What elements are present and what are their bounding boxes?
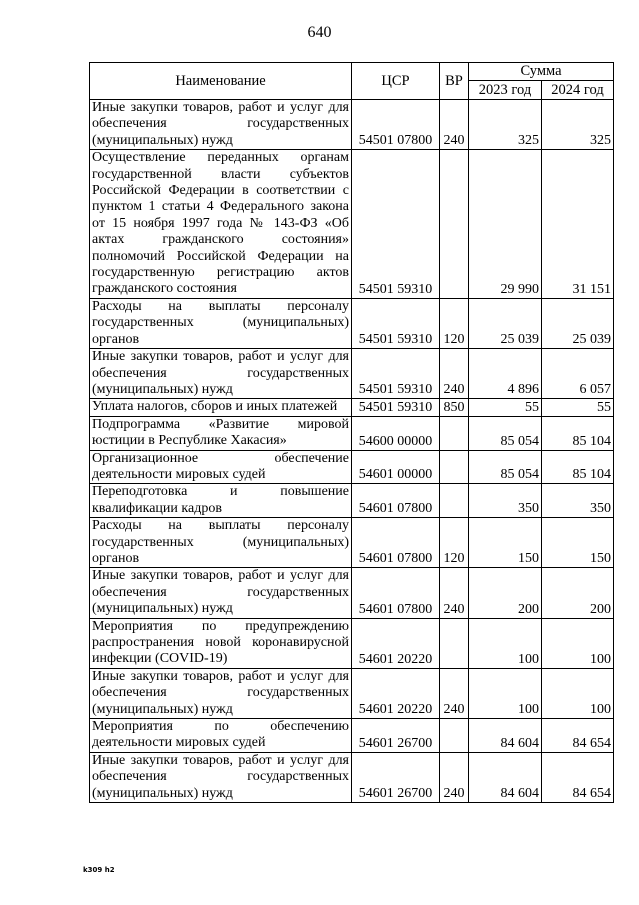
- table-row: [90, 450, 614, 484]
- cell-2023: 55: [469, 399, 542, 416]
- cell-csr: 54601 07800: [352, 568, 440, 618]
- cell-vr: 240: [440, 752, 469, 802]
- cell-name: Мероприятия по предупреждению распространения новой коронавирусной инфекции (COVID-19): [90, 618, 352, 668]
- cell-vr: [440, 150, 469, 299]
- cell-2024: 84 654: [542, 719, 614, 753]
- cell-2024: 100: [542, 668, 614, 718]
- cell-2023: 29 990: [469, 150, 542, 299]
- budget-table: [89, 62, 614, 803]
- cell-2023: 84 604: [469, 752, 542, 802]
- header-sum: Сумма: [469, 63, 614, 81]
- cell-2023: 84 604: [469, 719, 542, 753]
- cell-csr: 54501 59310: [352, 349, 440, 399]
- cell-name: Иные закупки товаров, работ и услуг для обеспечения государственных (муниципальных) нужд: [90, 752, 352, 802]
- cell-csr: 54601 07800: [352, 484, 440, 518]
- cell-vr: [440, 450, 469, 484]
- cell-name: Переподготовка и повышение квалификации кадров: [90, 484, 352, 518]
- cell-2023: 100: [469, 668, 542, 718]
- cell-name: Расходы на выплаты персоналу государственных (муниципальных) органов: [90, 518, 352, 568]
- cell-csr: 54501 59310: [352, 399, 440, 416]
- cell-name: Организационное обеспечение деятельности мировых судей: [90, 450, 352, 484]
- cell-name: Иные закупки товаров, работ и услуг для обеспечения государственных (муниципальных) нужд: [90, 568, 352, 618]
- cell-vr: 850: [440, 399, 469, 416]
- cell-2024: 84 654: [542, 752, 614, 802]
- cell-csr: 54601 00000: [352, 450, 440, 484]
- cell-2023: 85 054: [469, 450, 542, 484]
- cell-csr: 54501 59310: [352, 150, 440, 299]
- cell-csr: 54601 07800: [352, 518, 440, 568]
- cell-csr: 54501 07800: [352, 100, 440, 150]
- cell-2023: 200: [469, 568, 542, 618]
- table-body: [90, 100, 614, 803]
- cell-2024: 31 151: [542, 150, 614, 299]
- cell-2024: 85 104: [542, 450, 614, 484]
- header-year-2024: 2024 год: [542, 81, 614, 100]
- header-year-2023: 2023 год: [469, 81, 542, 100]
- cell-2024: 6 057: [542, 349, 614, 399]
- cell-vr: [440, 484, 469, 518]
- cell-2023: 25 039: [469, 298, 542, 348]
- table-row: [90, 719, 614, 753]
- cell-2024: 55: [542, 399, 614, 416]
- cell-2023: 325: [469, 100, 542, 150]
- table-row: [90, 752, 614, 802]
- cell-vr: 240: [440, 100, 469, 150]
- cell-name: Уплата налогов, сборов и иных платежей: [90, 399, 352, 416]
- cell-2023: 85 054: [469, 416, 542, 450]
- cell-vr: 240: [440, 568, 469, 618]
- cell-2023: 150: [469, 518, 542, 568]
- footer-code: k309 h2: [83, 866, 115, 874]
- table-row: [90, 416, 614, 450]
- cell-name: Расходы на выплаты персоналу государственных (муниципальных) органов: [90, 298, 352, 348]
- cell-name: Иные закупки товаров, работ и услуг для обеспечения государственных (муниципальных) нужд: [90, 349, 352, 399]
- cell-vr: [440, 719, 469, 753]
- cell-2024: 200: [542, 568, 614, 618]
- cell-vr: 240: [440, 349, 469, 399]
- page-number: 640: [307, 24, 332, 41]
- cell-csr: 54601 20220: [352, 668, 440, 718]
- header-csr: ЦСР: [352, 63, 440, 100]
- cell-vr: 120: [440, 298, 469, 348]
- cell-2023: 100: [469, 618, 542, 668]
- cell-csr: 54501 59310: [352, 298, 440, 348]
- cell-vr: 120: [440, 518, 469, 568]
- cell-name: Подпрограмма «Развитие мировой юстиции в Республике Хакасия»: [90, 416, 352, 450]
- table-header: [90, 63, 614, 100]
- cell-vr: [440, 618, 469, 668]
- cell-vr: [440, 416, 469, 450]
- cell-name: Осуществление переданных органам государственной власти субъектов Российской Федерации в соответствии с пунктом 1 статьи 4 Федерального закона от 15 ноября 1997 года № 143-ФЗ «Об актах гражданского состояния» полномочий Российской Федерации на государственную регистрацию актов гражданского состояния: [90, 150, 352, 299]
- cell-name: Мероприятия по обеспечению деятельности мировых судей: [90, 719, 352, 753]
- cell-vr: 240: [440, 668, 469, 718]
- table-row: [90, 100, 614, 150]
- cell-2024: 85 104: [542, 416, 614, 450]
- table-row: [90, 518, 614, 568]
- header-name: Наименование: [90, 63, 352, 100]
- table-row: [90, 150, 614, 299]
- cell-2024: 325: [542, 100, 614, 150]
- table-row: [90, 568, 614, 618]
- cell-name: Иные закупки товаров, работ и услуг для обеспечения государственных (муниципальных) нужд: [90, 668, 352, 718]
- table-row: [90, 349, 614, 399]
- table-row: [90, 668, 614, 718]
- table-row: [90, 484, 614, 518]
- cell-2024: 350: [542, 484, 614, 518]
- cell-2024: 100: [542, 618, 614, 668]
- cell-csr: 54601 26700: [352, 719, 440, 753]
- cell-2023: 4 896: [469, 349, 542, 399]
- table-row: [90, 298, 614, 348]
- table-row: [90, 399, 614, 416]
- cell-name: Иные закупки товаров, работ и услуг для обеспечения государственных (муниципальных) нужд: [90, 100, 352, 150]
- cell-2024: 150: [542, 518, 614, 568]
- cell-2024: 25 039: [542, 298, 614, 348]
- cell-2023: 350: [469, 484, 542, 518]
- cell-csr: 54601 26700: [352, 752, 440, 802]
- cell-csr: 54601 20220: [352, 618, 440, 668]
- table-row: [90, 618, 614, 668]
- cell-csr: 54600 00000: [352, 416, 440, 450]
- header-vr: ВР: [440, 63, 469, 100]
